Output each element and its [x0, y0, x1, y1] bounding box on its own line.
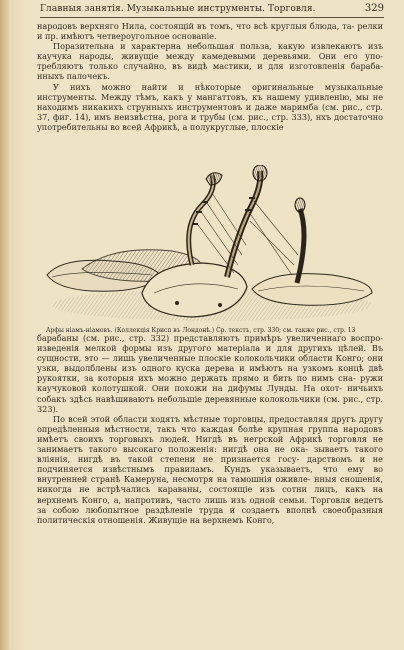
- paragraph: барабаны (см. рис., стр. 332) представляютъ примѣръ увеличеннаго воспро- изведенія мелкой формы изъ другого матеріала и для другихъ цѣлей. Въ сущности, это — лишь увеличенные плоскіе колокольчики области Конго; они узки, выдолблены изъ одного куска дерева и имѣютъ на узкомъ концѣ двѣ рукоятки, за которыя ихъ можно держать прямо и бить по нимъ сна- ружи каучуковой колотушкой. Они похожи на дифумы Лунды. На охот- ничьихъ собакъ здѣсь навѣшиваютъ небольшіе деревянные колокольчики (см. рис., стр. 323).: [37, 333, 383, 414]
- harps-engraving: [42, 165, 382, 325]
- running-title: Главныя занятія. Музыкальные инструменты. Торговля.: [40, 4, 316, 14]
- text-block-top: [37, 21, 383, 132]
- paragraph: Поразительна и характерна небольшая польза, какую извлекаютъ изъ каучука народы, живущіе между камедевыми деревьями. Они его упо- требляютъ только случайно, въ видѣ мастики, и для изготовленія бараба- нныхъ палочекъ.: [37, 41, 383, 82]
- harps-illustration: [42, 165, 382, 325]
- page-number: 329: [364, 3, 384, 14]
- text-block-bottom: [37, 333, 383, 525]
- header-rule: [40, 17, 384, 18]
- page-header: [40, 3, 388, 15]
- paragraph: По всей этой области ходятъ мѣстные торговцы, предоставляя другъ другу опредѣленныя мѣстности, такъ что каждая болѣе крупная группа народовъ имѣетъ своихъ торговыхъ людей. Нигдѣ въ негрской Африкѣ торговля не занимаетъ такого высокаго положенія: нигдѣ она не ока- зываетъ такого вліянія, нигдѣ въ такой степени не признается госу- дарствомъ и не подчиняется извѣстнымъ правиламъ. Кундъ указываетъ, что ему во внутренней странѣ Камеруна, несмотря на тамошнія оживле- нныя сношенія, никогда не встрѣчались караваны, состоящіе изъ сотни лицъ, какъ на верхнемъ Конго, а, напротивъ, часто лишь изъ одной семьи. Торговля ведетъ за собою любопытное раздѣленіе труда и создаетъ вполнѣ своеобразныя политическія отношенія. Живущіе на верхнемъ Конго,: [37, 413, 383, 525]
- figure-caption: Арфы ніамъ-ніамовъ. (Коллекція Крисп въ Лондонѣ.) Ср. текстъ, стр. 330; см. также рис., стр. 13: [46, 327, 356, 334]
- paragraph: народовъ верхняго Нила, состоящій въ томъ, что всѣ круглыя блюда, та- релки и пр. имѣютъ четвероугольное основаніе.: [37, 21, 383, 42]
- paragraph: У нихъ можно найти и нѣкоторые оригинальные музыкальные инструменты. Между тѣмъ, какъ у мангаттовъ, къ нашему удивленію, мы не находимъ никакихъ струнныхъ инструментовъ и даже маримба (см. рис., стр. 37, фиг. 14), имъ неизвѣстна, рога и трубы (см. рис., стр. 333), нхъ достаточно употребительны во всей Африкѣ, а полукруглые, плоскіе: [37, 81, 383, 132]
